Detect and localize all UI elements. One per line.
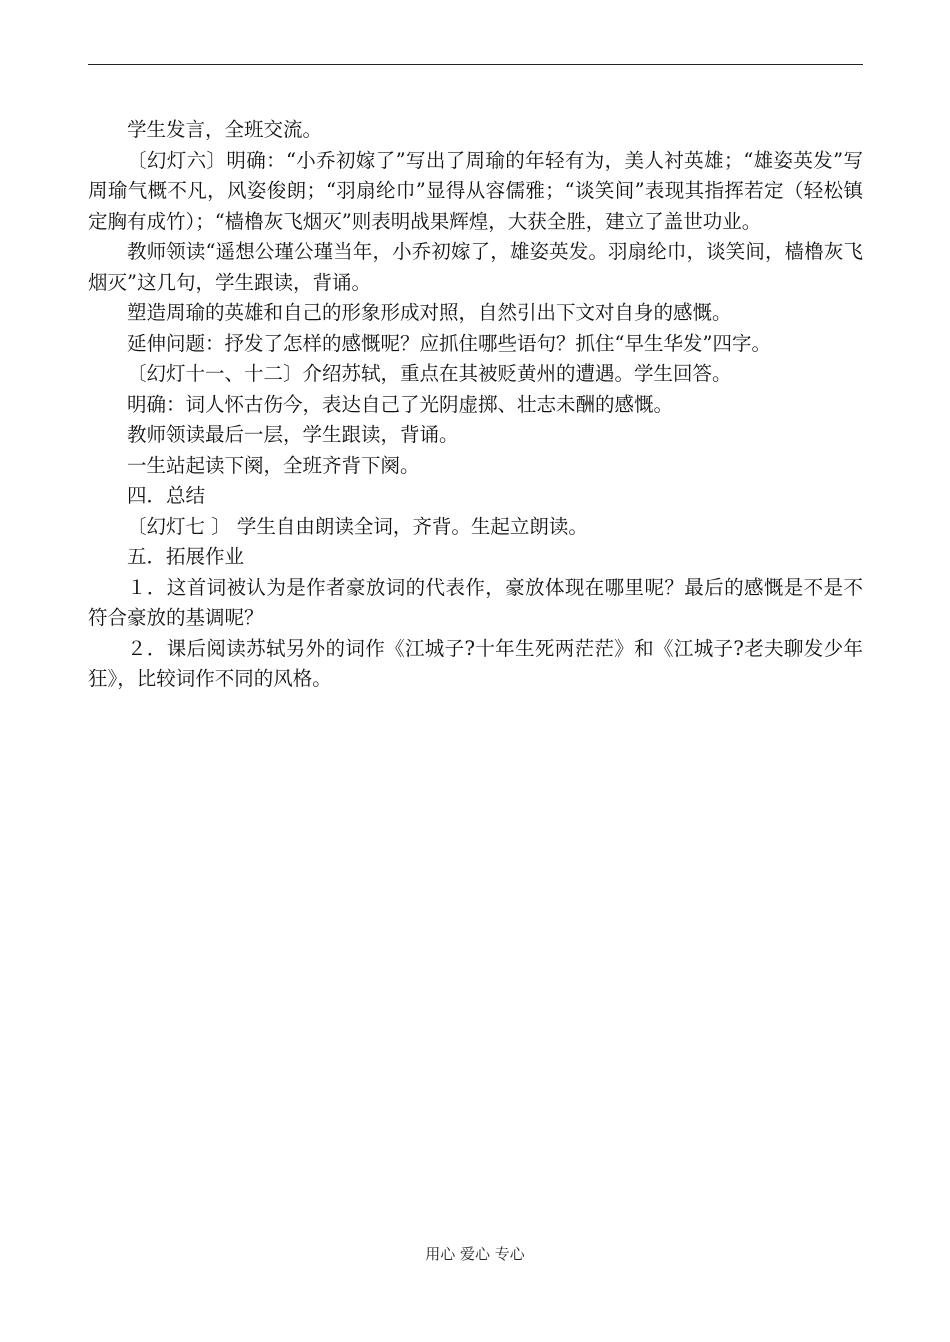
paragraph: 明确：词人怀古伤今，表达自己了光阴虚掷、壮志未酬的感慨。 (127, 392, 674, 416)
paragraph: 延伸问题：抒发了怎样的感慨呢？应抓住哪些语句？抓住“早生华发”四字。 (127, 331, 771, 355)
paragraph: 〔幻灯六〕明确：“小乔初嫁了”写出了周瑜的年轻有为，美人衬英雄；“雄姿英发”写周瑜气概不凡，风姿俊朗；“羽扇纶巾”显得从容儒雅；“谈笑间”表现其指挥若定（轻松镇定胸有成竹）；“樯橹灰飞烟灭”则表明战果辉煌，大获全胜，建立了盖世功业。 (88, 148, 863, 233)
paragraph: 学生发言，全班交流。 (127, 118, 323, 141)
paragraph: 〔幻灯七 〕 学生自由朗读全词，齐背。生起立朗读。 (127, 514, 588, 538)
section-heading-homework: 五．拓展作业 (127, 545, 245, 568)
page-footer: 用心 爱心 专心 (425, 1245, 525, 1263)
paragraph: 教师领读“遥想公瑾公瑾当年，小乔初嫁了，雄姿英发。羽扇纶巾，谈笑间，樯橹灰飞烟灭”这几句，学生跟读，背诵。 (88, 240, 863, 294)
header-rule (88, 64, 863, 65)
paragraph: 〔幻灯十一、十二〕介绍苏轼，重点在其被贬黄州的遭遇。学生回答。 (127, 362, 732, 385)
paragraph: 塑造周瑜的英雄和自己的形象形成对照，自然引出下文对自身的感慨。 (127, 301, 732, 324)
paragraph: 一生站起读下阕，全班齐背下阕。 (127, 453, 420, 477)
homework-item-2: ２．课后阅读苏轼另外的词作《江城子?十年生死两茫茫》和《江城子?老夫聊发少年狂》，比较词作不同的风格。 (88, 636, 863, 690)
paragraph: 教师领读最后一层，学生跟读，背诵。 (127, 423, 459, 446)
document-body (88, 115, 863, 695)
section-heading-summary: 四．总结 (127, 484, 206, 507)
homework-item-1: １．这首词被认为是作者豪放词的代表作，豪放体现在哪里呢？最后的感慨是不是不符合豪放的基调呢？ (88, 575, 863, 629)
